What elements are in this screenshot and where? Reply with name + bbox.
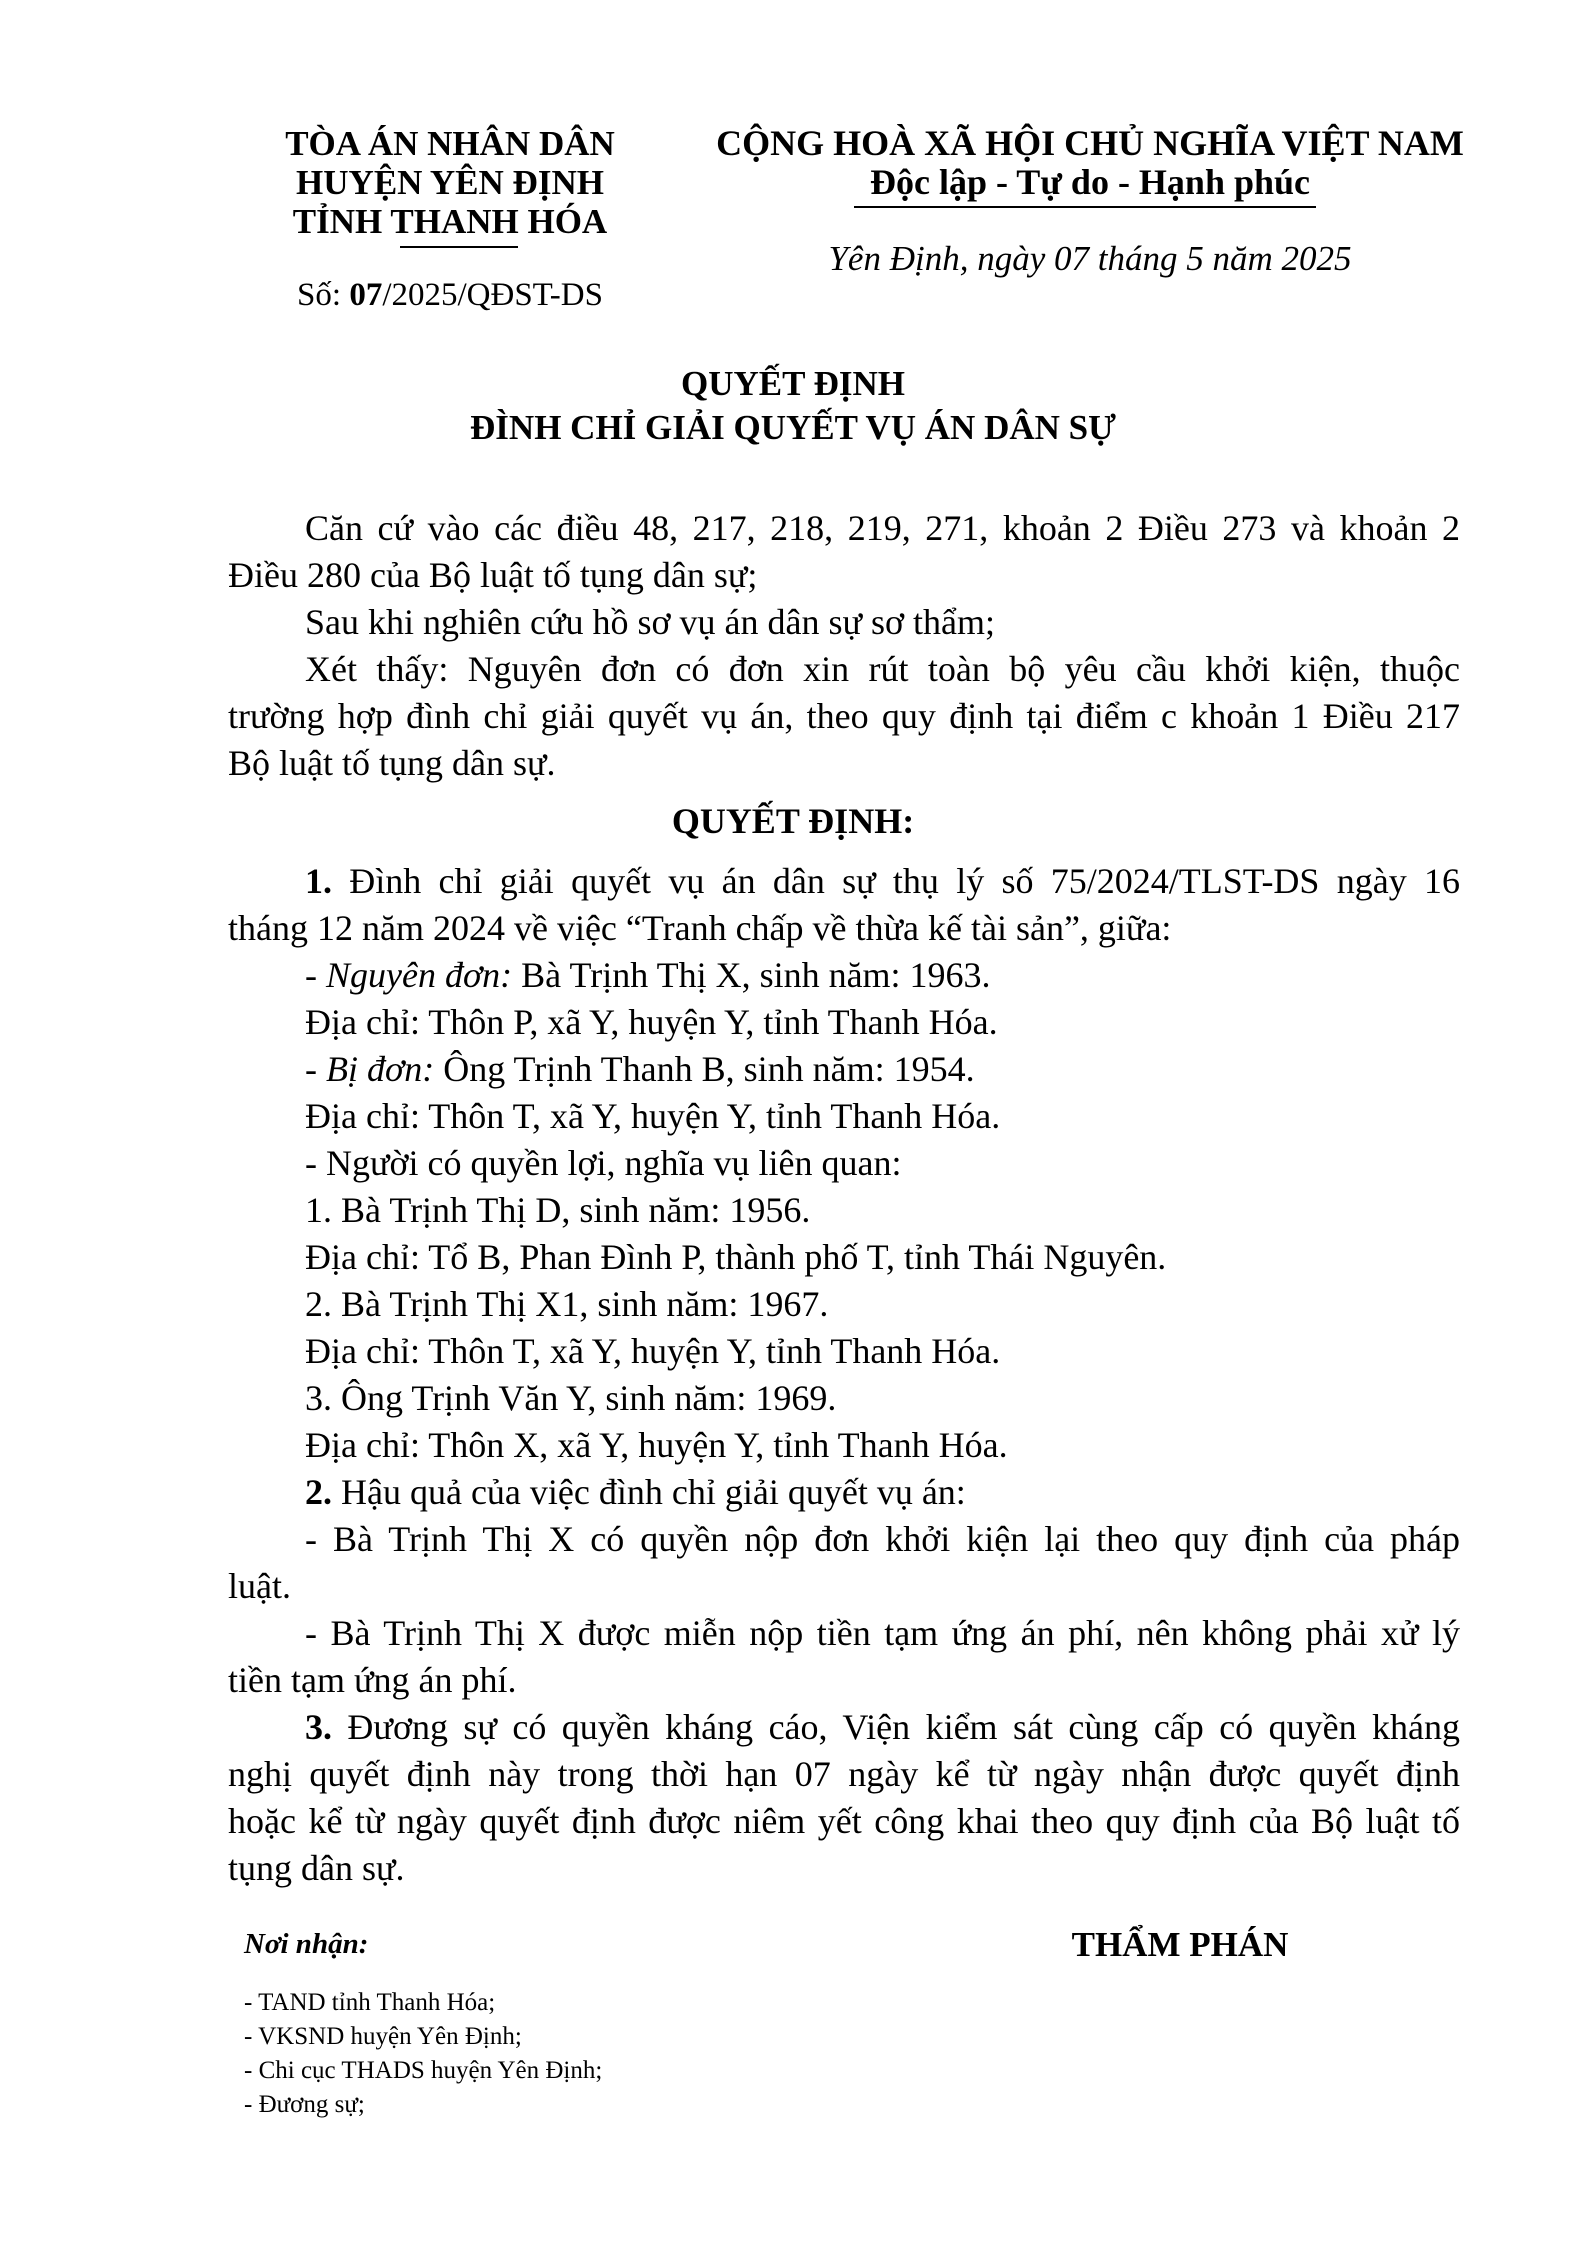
item1-number: 1. [305, 861, 332, 901]
consequence-1b: luật. [228, 1566, 291, 1606]
motto: Độc lập - Tự do - Hạnh phúc [869, 162, 1311, 202]
court-underline [400, 246, 518, 248]
defendant-dash: - [305, 1049, 326, 1089]
plaintiff-value: Bà Trịnh Thị X, sinh năm: 1963. [512, 955, 991, 995]
nation-title: CỘNG HOÀ XÃ HỘI CHỦ NGHĨA VIỆT NAM [716, 123, 1464, 163]
decision-heading: QUYẾT ĐỊNH: [671, 801, 915, 841]
basis-line-3c: Bộ luật tố tụng dân sự. [228, 743, 556, 783]
recipient-item: - Chi cục THADS huyện Yên Định; [244, 2057, 603, 2084]
place-date: Yên Định, ngày 07 tháng 5 năm 2025 [828, 239, 1352, 278]
item2-heading-text: Hậu quả của việc đình chỉ giải quyết vụ án: [332, 1472, 966, 1512]
item1-line-b: tháng 12 năm 2024 về việc “Tranh chấp về thừa kế tài sản”, giữa: [228, 908, 1172, 948]
basis-line-1b: Điều 280 của Bộ luật tố tụng dân sự; [228, 555, 758, 595]
doc-number-bold: 07 [349, 277, 383, 313]
related-party-2: 2. Bà Trịnh Thị X1, sinh năm: 1967. [305, 1284, 829, 1324]
related-party-1: 1. Bà Trịnh Thị D, sinh năm: 1956. [305, 1190, 811, 1230]
defendant-label: Bị đơn: [326, 1049, 435, 1089]
decision-subtitle: ĐÌNH CHỈ GIẢI QUYẾT VỤ ÁN DÂN SỰ [470, 408, 1116, 447]
decision-title: QUYẾT ĐỊNH [681, 364, 905, 403]
related-party-2-address: Địa chỉ: Thôn T, xã Y, huyện Y, tỉnh Thanh Hóa. [305, 1331, 1001, 1371]
court-name-line-1: TÒA ÁN NHÂN DÂN [285, 124, 615, 163]
item2-number: 2. [305, 1472, 332, 1512]
item3-text-a: Đương sự có quyền kháng cáo, Viện kiểm sát cùng cấp có quyền kháng [332, 1707, 1460, 1747]
recipient-item: - Đương sự; [244, 2091, 365, 2118]
court-name-line-3: TỈNH THANH HÓA [292, 202, 608, 241]
recipient-item: - TAND tỉnh Thanh Hóa; [244, 1989, 496, 2016]
basis-line-2: Sau khi nghiên cứu hồ sơ vụ án dân sự sơ thẩm; [305, 602, 996, 642]
related-party-3: 3. Ông Trịnh Văn Y, sinh năm: 1969. [305, 1378, 837, 1418]
plaintiff-line [305, 952, 991, 999]
item3-line-b: nghị quyết định này trong thời hạn 07 ngày kể từ ngày nhận được quyết định [228, 1754, 1460, 1794]
basis-line-3b: trường hợp đình chỉ giải quyết vụ án, theo quy định tại điểm c khoản 1 Điều 217 [228, 696, 1460, 736]
defendant-line [305, 1046, 975, 1093]
item3-line-d: tụng dân sự. [228, 1848, 405, 1888]
basis-line-1a: Căn cứ vào các điều 48, 217, 218, 219, 271, khoản 2 Điều 273 và khoản 2 [305, 508, 1460, 548]
item2-heading [305, 1469, 966, 1516]
defendant-value: Ông Trịnh Thanh B, sinh năm: 1954. [434, 1049, 975, 1089]
item3-number: 3. [305, 1707, 332, 1747]
item1-line-a [305, 858, 1460, 905]
plaintiff-label: Nguyên đơn: [326, 955, 513, 995]
consequence-1a: - Bà Trịnh Thị X có quyền nộp đơn khởi kiện lại theo quy định của pháp [305, 1519, 1460, 1559]
consequence-2b: tiền tạm ứng án phí. [228, 1660, 517, 1700]
basis-line-3a: Xét thấy: Nguyên đơn có đơn xin rút toàn bộ yêu cầu khởi kiện, thuộc [305, 649, 1460, 689]
consequence-2a: - Bà Trịnh Thị X được miễn nộp tiền tạm ứng án phí, nên không phải xử lý [305, 1613, 1460, 1653]
related-party-3-address: Địa chỉ: Thôn X, xã Y, huyện Y, tỉnh Thanh Hóa. [305, 1425, 1008, 1465]
motto-underline [854, 206, 1316, 208]
related-heading: - Người có quyền lợi, nghĩa vụ liên quan: [305, 1143, 902, 1183]
defendant-address: Địa chỉ: Thôn T, xã Y, huyện Y, tỉnh Thanh Hóa. [305, 1096, 1001, 1136]
item3-line-a [305, 1704, 1460, 1751]
item3-line-c: hoặc kể từ ngày quyết định được niêm yết công khai theo quy định của Bộ luật tố [228, 1801, 1460, 1841]
plaintiff-dash: - [305, 955, 326, 995]
judge-signature-title: THẨM PHÁN [1071, 1925, 1289, 1964]
recipient-item: - VKSND huyện Yên Định; [244, 2023, 522, 2050]
document-number [240, 275, 660, 315]
related-party-1-address: Địa chỉ: Tổ B, Phan Đình P, thành phố T, tỉnh Thái Nguyên. [305, 1237, 1167, 1277]
item1-text-a: Đình chỉ giải quyết vụ án dân sự thụ lý số 75/2024/TLST-DS ngày 16 [332, 861, 1460, 901]
plaintiff-address: Địa chỉ: Thôn P, xã Y, huyện Y, tỉnh Thanh Hóa. [305, 1002, 998, 1042]
court-name-line-2: HUYỆN YÊN ĐỊNH [296, 163, 604, 202]
doc-number-prefix: Số: [297, 277, 350, 313]
doc-number-suffix: /2025/QĐST-DS [382, 277, 603, 313]
recipients-label: Nơi nhận: [244, 1928, 369, 1960]
